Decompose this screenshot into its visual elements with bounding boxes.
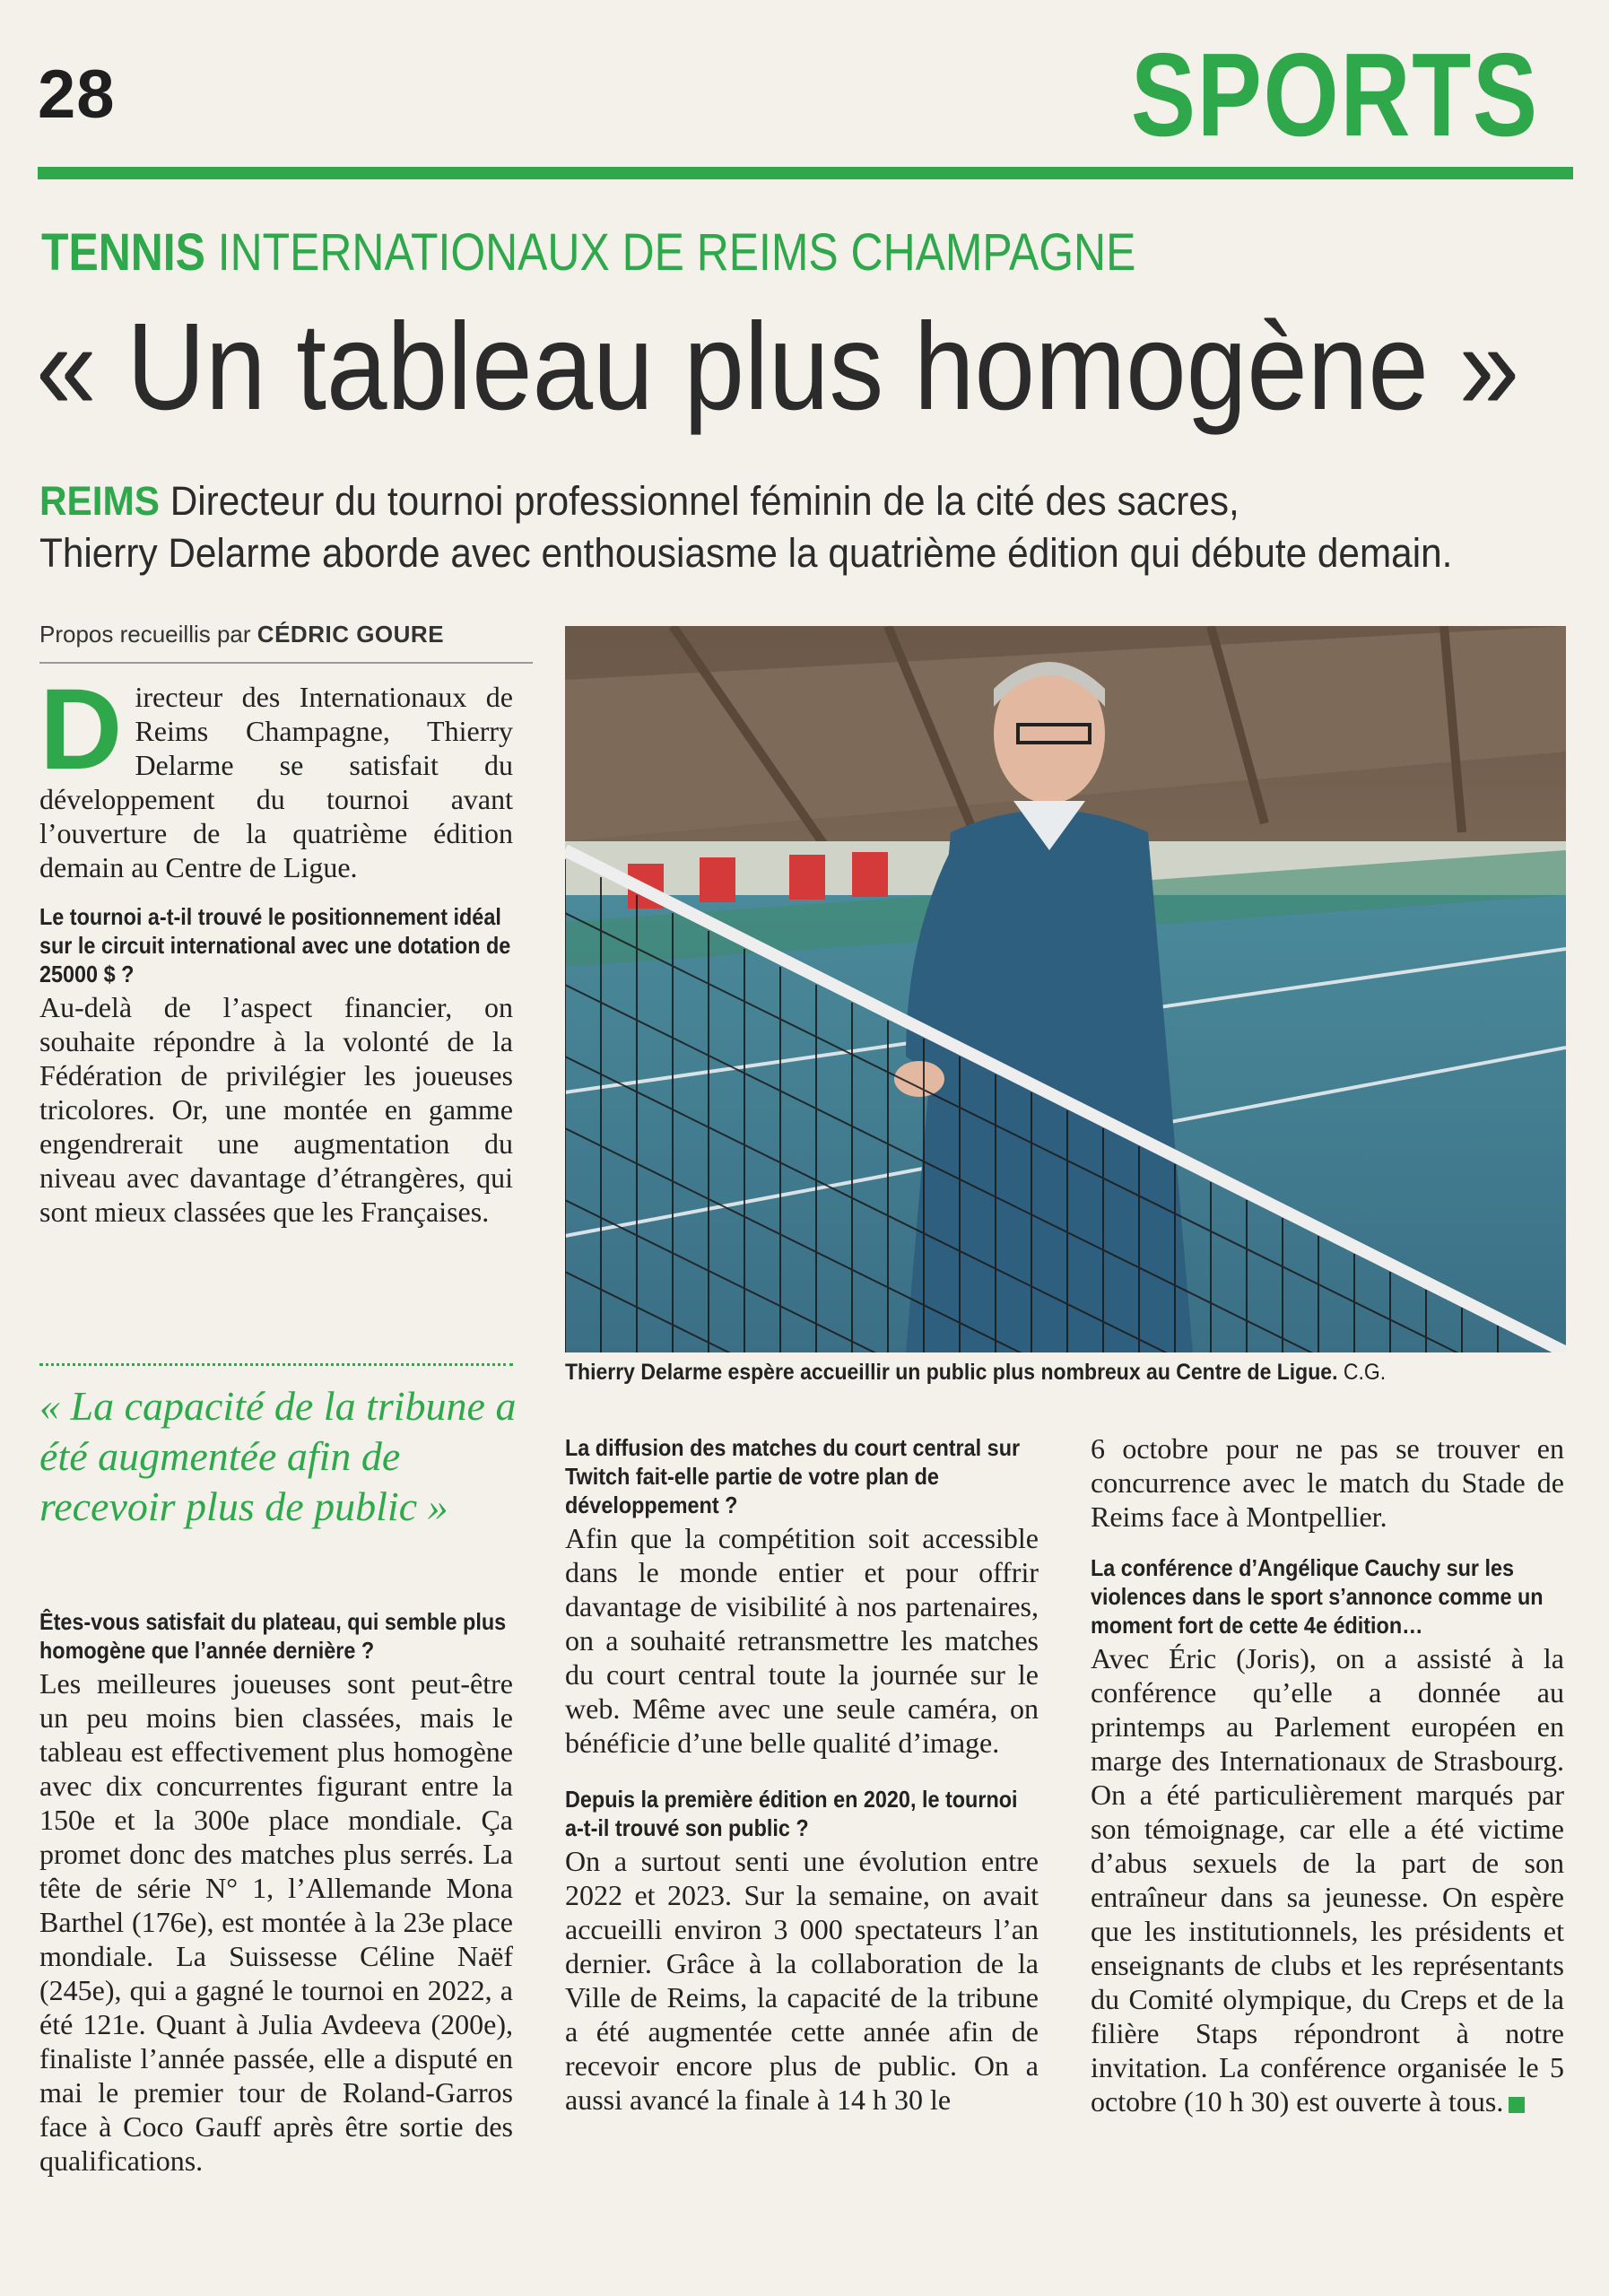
question-1: Le tournoi a-t-il trouvé le positionnement idéal sur le circuit international avec une dotation de 25000 $ ? <box>39 903 511 987</box>
lead-paragraph <box>39 475 1573 579</box>
column-1-bottom <box>39 1607 513 2196</box>
question-5: La conférence d’Angélique Cauchy sur les violences dans le sport s’annonce comme un moment fort de cette 4e édition… <box>1091 1554 1544 1639</box>
end-mark-icon <box>1509 2097 1525 2113</box>
kicker-sport: TENNIS <box>41 223 205 282</box>
photo-caption <box>565 1360 1386 1386</box>
drop-cap: D <box>39 665 123 794</box>
pull-quote: « La capacité de la tribune a été augmentée afin de recevoir plus de public » <box>39 1383 517 1529</box>
answer-5 <box>1091 1641 1564 2118</box>
article-photo <box>565 626 1566 1352</box>
question-4: Depuis la première édition en 2020, le tournoi a-t-il trouvé son public ? <box>565 1786 1018 1841</box>
lead-line-1 <box>39 475 1481 527</box>
photo-illustration <box>565 626 1566 1352</box>
byline-rule <box>39 662 533 664</box>
lead-text-1: Directeur du tournoi professionnel féminin de la cité des sacres, <box>170 478 1239 524</box>
answer-4-continued: 6 octobre pour ne pas se trouver en concurrence avec le match du Stade de Reims face à Montpellier. <box>1091 1432 1564 1533</box>
column-3 <box>1091 1431 1564 2136</box>
answer-1: Au-delà de l’aspect financier, on souhaite répondre à la volonté de la Fédération de privilégier les joueuses tricolores. Or, une montée en gamme engendrerait une augmentation du niveau avec davantage d’étrangères, qui sont mieux classées que les Françaises. <box>39 991 513 1228</box>
kicker-event: INTERNATIONAUX DE REIMS CHAMPAGNE <box>217 223 1136 282</box>
byline-author: CÉDRIC GOURE <box>257 621 445 648</box>
page-number: 28 <box>38 57 116 133</box>
header-rule <box>38 167 1573 179</box>
photo-credit: C.G. <box>1343 1360 1387 1385</box>
lead-place: REIMS <box>39 478 160 524</box>
section-title: SPORTS <box>1131 29 1539 161</box>
column-1-top <box>39 665 513 1247</box>
lead-line-2: Thierry Delarme aborde avec enthousiasme la quatrième édition qui débute demain. <box>39 530 1453 576</box>
answer-4: On a surtout senti une évolution entre 2022 et 2023. Sur la semaine, on avait accueilli environ 3 000 spectateurs l’an dernier. Grâce à la collaboration de la Ville de Reims, la capacité de la tribune a été augmentée cette année afin de recevoir encore plus de public. On a aussi avancé la finale à 14 h 30 le <box>565 1845 1039 2116</box>
pull-quote-rule <box>39 1363 513 1366</box>
byline-prefix: Propos recueillis par <box>39 621 251 648</box>
answer-5-text: Avec Éric (Joris), on a assisté à la conférence qu’elle a donnée au printemps au Parlement européen en marge des Internationaux de Strasbourg. On a été particulièrement marqués par son témoignage, car elle a été victime d’abus sexuels de la part de son entraîneur dans sa jeunesse. On espère que les institutionnels, les présidents et enseignants de clubs et les représentants du Comité olympique, du Creps et de la filière Staps répondront à notre invitation. La conférence organisée le 5 octobre (10 h 30) est ouverte à tous. <box>1091 1642 1564 2118</box>
question-2: Êtes-vous satisfait du plateau, qui semble plus homogène que l’année dernière ? <box>39 1608 507 1664</box>
byline <box>39 621 444 648</box>
answer-3: Afin que la compétition soit accessible dans le monde entier et pour offrir davantage de visibilité à nos partenaires, on a souhaité retransmettre les matches du court central toute la journée sur le web. Même avec une seule caméra, on bénéficie d’une belle qualité d’image. <box>565 1522 1039 1759</box>
article-kicker <box>41 222 1135 283</box>
question-3: La diffusion des matches du court central sur Twitch fait-elle partie de votre plan de développement ? <box>565 1434 1021 1518</box>
headline: « Un tableau plus homogène » <box>36 298 1520 436</box>
intro-paragraph <box>39 665 513 884</box>
answer-2: Les meilleures joueuses sont peut-être un peu moins bien classées, mais le tableau est effectivement plus homogène avec dix concurrentes figurant entre la 150e et la 300e place mondiale. Ça promet donc des matches plus serrés. La tête de série N° 1, l’Allemande Mona Barthel (176e), est montée à la 23e place mondiale. La Suissesse Céline Naëf (245e), qui a gagné le tournoi en 2022, a été 121e. Quant à Julia Avdeeva (200e), finaliste l’année passée, elle a disputé en mai le premier tour de Roland-Garros face à Coco Gauff après être sortie des qualifications. <box>39 1667 513 2177</box>
column-2 <box>565 1433 1039 2135</box>
caption-text: Thierry Delarme espère accueillir un public plus nombreux au Centre de Ligue. <box>565 1360 1338 1385</box>
intro-text: irecteur des Internationaux de Reims Champagne, Thierry Delarme se satisfait du développement du tournoi avant l’ouverture de la quatrième édition demain au Centre de Ligue. <box>39 681 513 883</box>
